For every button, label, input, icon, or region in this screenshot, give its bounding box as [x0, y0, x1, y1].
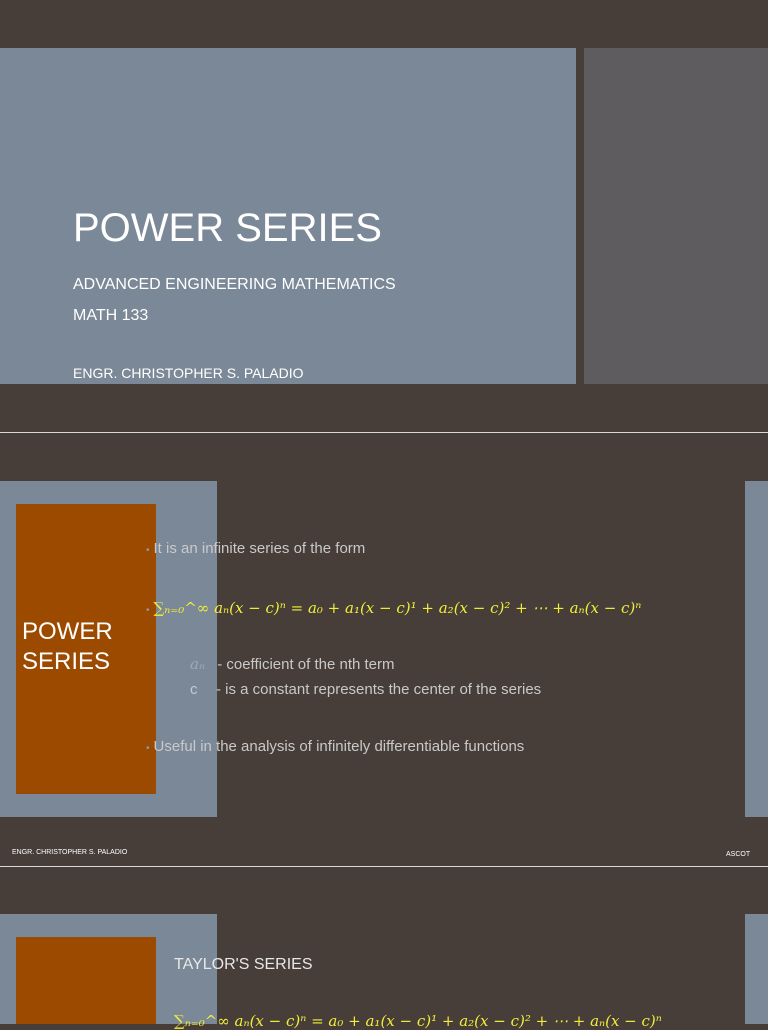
bullet-usage	[146, 738, 524, 755]
footer-institution: ASCOT	[726, 851, 751, 858]
title-slide-side-panel	[584, 48, 768, 384]
bullet-text: It is an infinite series of the form	[153, 540, 366, 557]
definition-an-text: - coefficient of the nth term	[217, 656, 395, 673]
section-heading: POWER SERIES	[22, 618, 113, 675]
section-heading: TAYLOR'S SERIES	[174, 956, 313, 973]
bullet-dot-icon: •	[146, 605, 150, 616]
slide-title: POWER SERIES	[73, 206, 382, 250]
definition-c-text: - is a constant represents the center of the series	[216, 681, 542, 698]
course-name: ADVANCED ENGINEERING MATHEMATICS	[73, 276, 396, 293]
definition-c	[190, 681, 541, 698]
symbol-an: aₙ	[190, 655, 206, 673]
right-accent-strip	[745, 481, 768, 817]
power-series-formula: ∑ₙ₌₀^∞ aₙ(x − c)ⁿ = a₀ + a₁(x − c)¹ + a₂(x − c)² + ⋯ + aₙ(x − c)ⁿ	[153, 599, 642, 617]
slide-divider	[0, 432, 768, 433]
slide-divider	[0, 866, 768, 867]
bullet-definition	[146, 540, 365, 557]
taylor-series-formula: ∑ₙ₌₀^∞ aₙ(x − c)ⁿ = a₀ + a₁(x − c)¹ + a₂(x − c)² + ⋯ + aₙ(x − c)ⁿ	[174, 1012, 662, 1030]
bullet-dot-icon: •	[146, 743, 150, 754]
bullet-text: Useful in the analysis of infinitely differentiable functions	[153, 738, 525, 755]
symbol-c: c	[190, 681, 198, 698]
definition-an	[190, 655, 395, 673]
bullet-formula	[146, 599, 641, 617]
author-name: ENGR. CHRISTOPHER S. PALADIO	[73, 365, 304, 381]
footer-author: ENGR. CHRISTOPHER S. PALADIO	[12, 849, 128, 856]
heading-accent-block	[16, 937, 156, 1024]
bullet-dot-icon: •	[146, 545, 150, 556]
course-code: MATH 133	[73, 307, 149, 324]
right-accent-strip	[745, 914, 768, 1024]
